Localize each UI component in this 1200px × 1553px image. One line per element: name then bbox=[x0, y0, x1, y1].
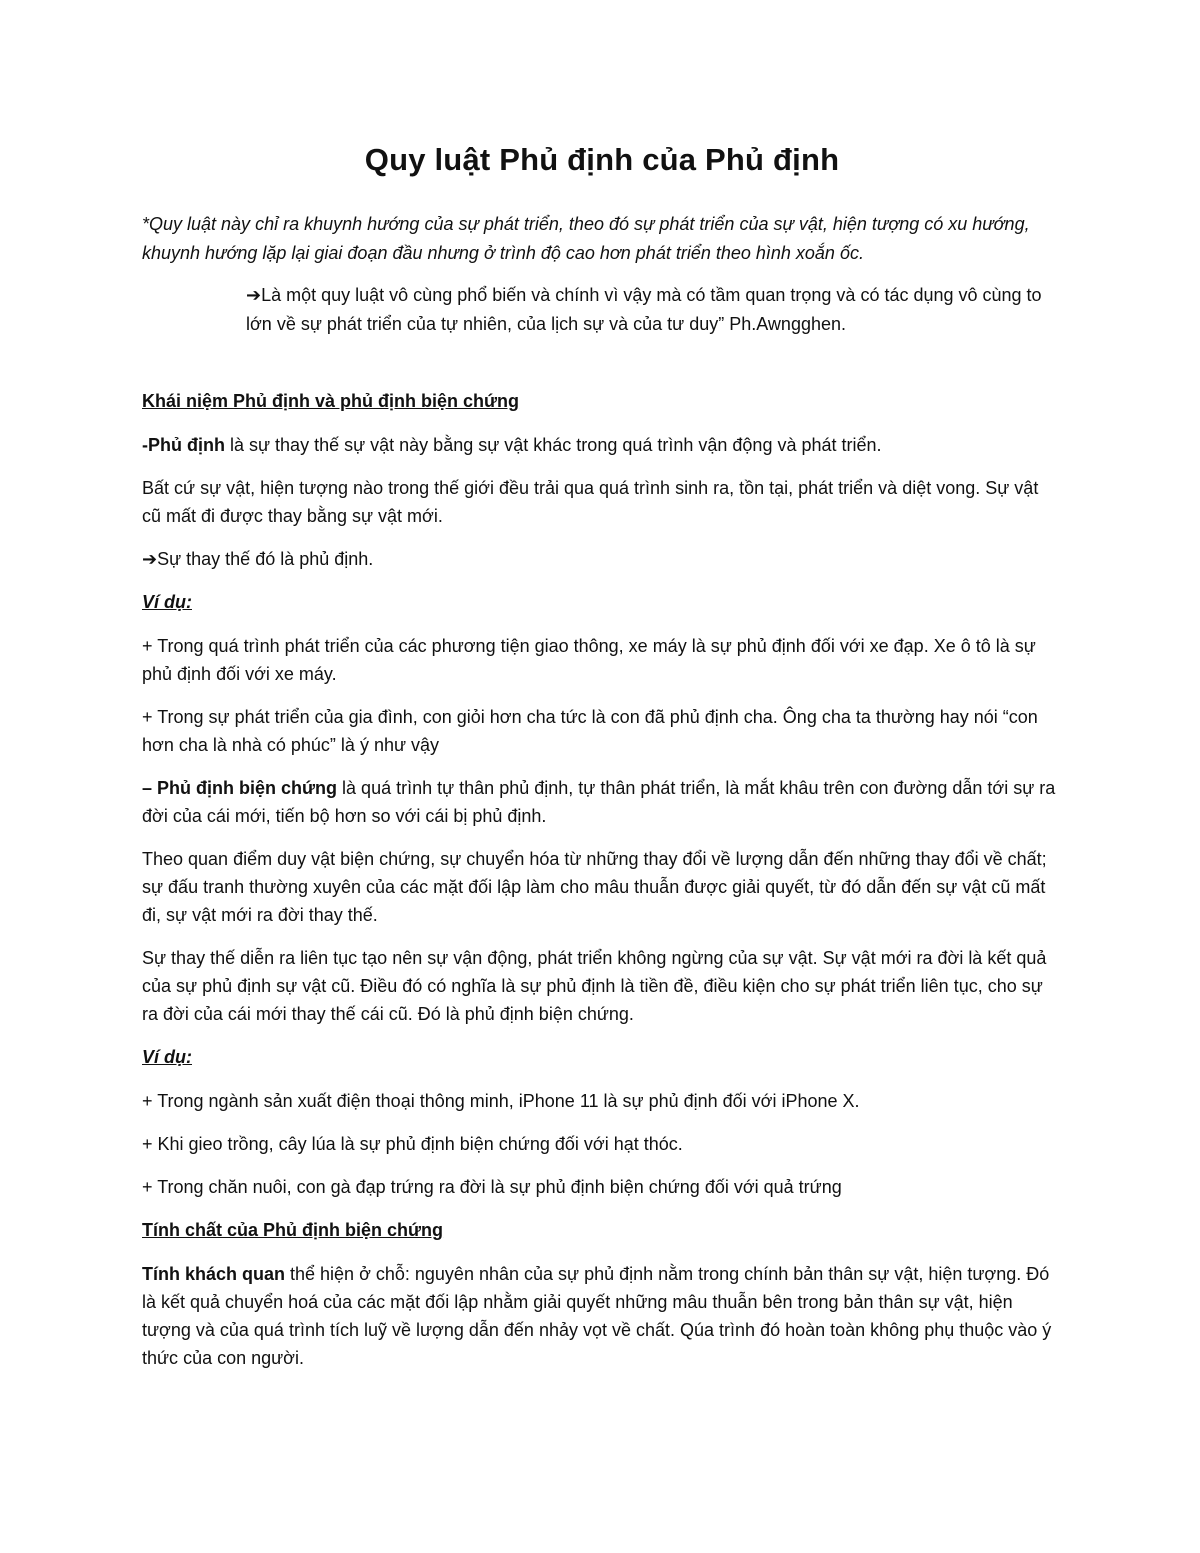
definition-text: là sự thay thế sự vật này bằng sự vật khác trong quá trình vận động và phát triển. bbox=[224, 435, 882, 456]
paragraph-existence: Bất cứ sự vật, hiện tượng nào trong thế giới đều trải qua quá trình sinh ra, tồn tại, phát triển và diệt vong. Sự vật cũ mất đi được thay bằng sự vật mới. bbox=[142, 478, 1039, 527]
definition-term: Phủ định biện chứng bbox=[157, 778, 338, 799]
arrow-icon: ➔ bbox=[142, 549, 158, 570]
conclusion-text: Sự thay thế đó là phủ định. bbox=[157, 549, 374, 570]
definition-dialectical bbox=[142, 774, 1062, 830]
paragraph-materialism: Theo quan điểm duy vật biện chứng, sự chuyển hóa từ những thay đổi về lượng dẫn đến những thay đổi về chất; sự đấu tranh thường xuyên của các mặt đối lập làm cho mâu thuẫn được giải quyết, từ đó dẫn đến sự vật cũ mất đi, sự vật mới ra đời thay thế. bbox=[142, 849, 1047, 926]
section-heading-concept: Khái niệm Phủ định và phủ định biện chứng bbox=[142, 391, 520, 412]
document-page bbox=[142, 140, 1062, 1387]
definition-text: là quá trình tự thân phủ định, tự thân phát triển, là mắt khâu trên con đường dẫn tới sự ra đời của cái mới, tiến bộ hơn so với cái bị phủ định. bbox=[142, 778, 1056, 827]
example-label: Ví dụ: bbox=[142, 592, 192, 613]
example-item: + Khi gieo trồng, cây lúa là sự phủ định biện chứng đối với hạt thóc. bbox=[142, 1134, 683, 1155]
quote-text: Là một quy luật vô cùng phổ biến và chính vì vậy mà có tầm quan trọng và có tác dụng vô cùng to lớn về sự phát triển của tự nhiên, của lịch sự và của tư duy” Ph.Awngghen. bbox=[246, 285, 1042, 335]
property-term: Tính khách quan bbox=[142, 1264, 286, 1285]
example-item: + Trong ngành sản xuất điện thoại thông minh, iPhone 11 là sự phủ định đối với iPhone X. bbox=[142, 1091, 860, 1112]
section-heading-properties: Tính chất của Phủ định biện chứng bbox=[142, 1220, 444, 1241]
definition-negation bbox=[142, 431, 1062, 459]
paragraph-continuity: Sự thay thế diễn ra liên tục tạo nên sự vận động, phát triển không ngừng của sự vật. Sự vật mới ra đời là kết quả của sự phủ định sự vật cũ. Điều đó có nghĩa là sự phủ định là tiền đề, điều kiện cho sự phát triển liên tục, cho sự ra đời của cái mới thay thế cái cũ. Đó là phủ định biện chứng. bbox=[142, 948, 1047, 1025]
example-item: + Trong sự phát triển của gia đình, con giỏi hơn cha tức là con đã phủ định cha. Ông cha ta thường hay nói “con hơn cha là nhà có phúc” là ý như vậy bbox=[142, 707, 1038, 756]
example-item: + Trong quá trình phát triển của các phương tiện giao thông, xe máy là sự phủ định đối với xe đạp. Xe ô tô là sự phủ định đối với xe máy. bbox=[142, 636, 1036, 685]
quote-paragraph bbox=[246, 281, 1062, 339]
arrow-icon: ➔ bbox=[246, 285, 262, 306]
conclusion-paragraph bbox=[142, 545, 1062, 573]
property-text: thể hiện ở chỗ: nguyên nhân của sự phủ định nằm trong chính bản thân sự vật, hiện tượng. Đó là kết quả chuyển hoá của các mặt đối lập nhằm giải quyết những mâu thuẫn bên trong bản thân sự vật, hiện tượng và của quá trình tích luỹ về lượng dẫn đến nhảy vọt về chất. Qúa trình đó hoàn toàn không phụ thuộc vào ý thức của con người. bbox=[142, 1264, 1052, 1369]
intro-paragraph: *Quy luật này chỉ ra khuynh hướng của sự phát triển, theo đó sự phát triển của sự vật, hiện tượng có xu hướng, khuynh hướng lặp lại giai đoạn đầu nhưng ở trình độ cao hơn phát triển theo hình xoắn ốc. bbox=[142, 214, 1030, 264]
property-objectivity bbox=[142, 1260, 1062, 1372]
example-label: Ví dụ: bbox=[142, 1047, 192, 1068]
definition-term: Phủ định bbox=[148, 435, 225, 456]
page-title: Quy luật Phủ định của Phủ định bbox=[364, 142, 840, 177]
definition-prefix: - bbox=[142, 435, 148, 456]
example-item: + Trong chăn nuôi, con gà đạp trứng ra đời là sự phủ định biện chứng đối với quả trứng bbox=[142, 1177, 842, 1198]
definition-prefix: – bbox=[142, 778, 158, 799]
